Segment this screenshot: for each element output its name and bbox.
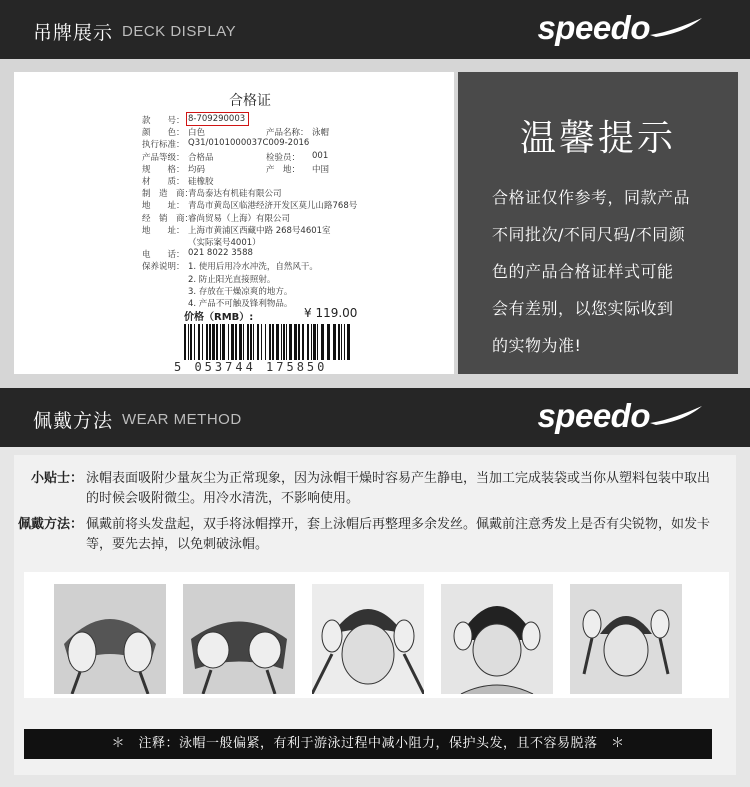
step-5-tuck-hair-icon	[570, 584, 682, 694]
tag-field-label: 电 话：	[142, 250, 185, 261]
logo-text: speedo	[537, 9, 650, 46]
section-title-zh: 吊牌展示	[33, 22, 114, 44]
tag-field-label: 规 格：	[142, 164, 185, 175]
tag-field-label: 产品等级：	[142, 152, 185, 163]
barcode-number: 5 053744 175850	[174, 360, 328, 374]
wear-method-panel	[14, 455, 736, 775]
barcode-bar	[198, 324, 200, 360]
tag-field-value: 1. 使用后用冷水冲洗，自然风干。	[188, 262, 318, 273]
tag-field-value: 合格品	[188, 152, 214, 163]
barcode-bar	[347, 324, 350, 360]
barcode-bar	[231, 324, 234, 360]
barcode-bar	[269, 324, 271, 360]
barcode-bar	[317, 324, 318, 360]
notice-panel	[458, 72, 738, 374]
tag-field-value: Q31/0101000037C009-2016	[188, 138, 310, 149]
tag-field-value: （实际案号4001）	[188, 238, 261, 248]
tag-field-value: 泳帽	[312, 128, 330, 139]
barcode-bar	[313, 324, 316, 360]
barcode-bar	[261, 324, 262, 360]
barcode-bar	[294, 324, 297, 360]
tag-field-value: 001	[312, 150, 329, 161]
notice-title: 温馨提示	[519, 118, 676, 159]
barcode-bar	[216, 324, 218, 360]
method-text: 佩戴前将头发盘起，双手将泳帽撑开，套上泳帽后再整理多余发丝。佩戴前注意秀发上是否有尖锐物，如发卡	[86, 517, 711, 532]
tag-field-label: 保养说明：	[142, 262, 185, 273]
barcode-bar	[253, 324, 254, 360]
barcode-bar	[327, 324, 330, 360]
price-label: 价格（RMB）:	[184, 312, 254, 323]
tips-label: 小贴士：	[31, 471, 84, 486]
hang-tag-photo	[14, 72, 454, 374]
wear-method-section	[0, 447, 750, 787]
step-3-put-on-cap-icon	[312, 584, 424, 694]
tag-field-value: 上海市黄浦区西藏中路 268号4601室	[188, 225, 331, 236]
barcode-bar	[338, 324, 340, 360]
notice-line: 的实物为准!	[492, 336, 582, 355]
barcode	[182, 324, 352, 360]
boomerang-logo-icon	[650, 406, 702, 426]
section-title-en: WEAR METHOD	[122, 411, 242, 428]
barcode-bar	[257, 324, 259, 360]
barcode-bar	[222, 324, 225, 360]
tag-field-label: 材 质：	[142, 177, 185, 187]
section-header-deck-display	[0, 0, 750, 59]
hang-tag	[134, 76, 364, 374]
tag-field-value: 均码	[188, 164, 206, 175]
tips-text: 泳帽表面吸附少量灰尘为正常现象，因为泳帽干燥时容易产生静电，当加工完成装袋或当你从塑料包装中取出	[86, 471, 711, 486]
tag-field-value: 3. 存放在干燥凉爽的地方。	[188, 286, 293, 297]
tips-text: 的时候会吸附微尘。用冷水清洗，不影响使用。	[86, 491, 360, 506]
tag-field-value: 021 8022 3588	[188, 248, 253, 259]
tag-field-label: 颜 色：	[142, 128, 185, 139]
tag-field-label: 产 地：	[266, 164, 301, 175]
step-2-stretch-cap-icon	[183, 584, 295, 694]
tag-field-value: 白色	[188, 128, 206, 139]
barcode-bar	[302, 324, 304, 360]
tag-field-value: 中国	[312, 164, 330, 175]
barcode-bar	[341, 324, 342, 360]
tag-field-value: 4. 产品不可触及锋利物品。	[188, 299, 293, 309]
barcode-bar	[281, 324, 282, 360]
tag-field-value: 硅橡胶	[188, 177, 214, 187]
logo-text: speedo	[537, 397, 650, 434]
deck-display-section	[0, 59, 750, 388]
tag-field-value: 8-709290003	[188, 114, 246, 124]
step-4-pull-down-cap-icon	[441, 584, 553, 694]
wear-steps-illustrations	[24, 572, 729, 698]
notice-line: 合格证仅作参考，同款产品	[492, 188, 691, 207]
barcode-bar	[188, 324, 189, 360]
barcode-bar	[272, 324, 274, 360]
notice-line: 色的产品合格证样式可能	[492, 262, 674, 281]
section-title-zh: 佩戴方法	[33, 410, 114, 432]
barcode-bar	[235, 324, 237, 360]
barcode-bar	[228, 324, 229, 360]
barcode-bar	[206, 324, 208, 360]
barcode-bar	[333, 324, 336, 360]
notice-line: 会有差别，以您实际收到	[492, 299, 674, 318]
barcode-bar	[298, 324, 300, 360]
notice-line: 不同批次/不同尺码/不同颜	[492, 225, 686, 244]
price-value: ¥ 119.00	[304, 306, 358, 320]
barcode-bar	[194, 324, 195, 360]
barcode-bar	[212, 324, 215, 360]
tag-field-label: 地 址：	[142, 225, 185, 236]
note-banner: ＊ 注释：泳帽一般偏紧，有利于游泳过程中减小阻力，保护头发，且不容易脱落 ＊	[24, 729, 712, 759]
tag-field-value: 2. 防止阳光直接照射。	[188, 274, 276, 285]
barcode-bar	[239, 324, 242, 360]
barcode-bar	[184, 324, 186, 360]
boomerang-logo-icon	[650, 18, 702, 38]
tag-title: 合格证	[229, 93, 271, 109]
section-header-wear-method	[0, 388, 750, 447]
barcode-bar	[202, 324, 203, 360]
barcode-bar	[265, 324, 266, 360]
tag-field-label: 检验员：	[266, 152, 301, 163]
barcode-bar	[344, 324, 345, 360]
method-label: 佩戴方法：	[18, 517, 84, 532]
barcode-bar	[250, 324, 252, 360]
tag-field-value: 青岛泰达有机硅有限公司	[188, 189, 282, 200]
barcode-bar	[209, 324, 211, 360]
tag-field-label: 地 址：	[142, 201, 185, 212]
barcode-bar	[307, 324, 309, 360]
barcode-bar	[220, 324, 221, 360]
barcode-bar	[190, 324, 192, 360]
tag-field-label: 款 号：	[142, 116, 185, 126]
barcode-bar	[286, 324, 287, 360]
barcode-bar	[283, 324, 285, 360]
tag-field-value: 睿尚贸易（上海）有限公司	[188, 213, 291, 224]
section-title-en: DECK DISPLAY	[122, 23, 237, 40]
tag-field-value: 青岛市黄岛区临港经济开发区莫儿山路768号	[188, 201, 358, 212]
method-text: 等，要先去掉，以免刺破泳帽。	[86, 537, 269, 552]
step-1-stretch-cap-icon	[54, 584, 166, 694]
tag-field-label: 执行标准：	[142, 140, 185, 151]
barcode-bar	[321, 324, 324, 360]
barcode-bar	[289, 324, 292, 360]
barcode-bar	[243, 324, 244, 360]
barcode-bar	[276, 324, 279, 360]
tag-field-label: 产品名称：	[266, 128, 309, 139]
tag-field-label: 制 造 商：	[142, 189, 194, 200]
tag-field-label: 经 销 商：	[142, 213, 194, 224]
barcode-bar	[311, 324, 312, 360]
barcode-bar	[247, 324, 249, 360]
